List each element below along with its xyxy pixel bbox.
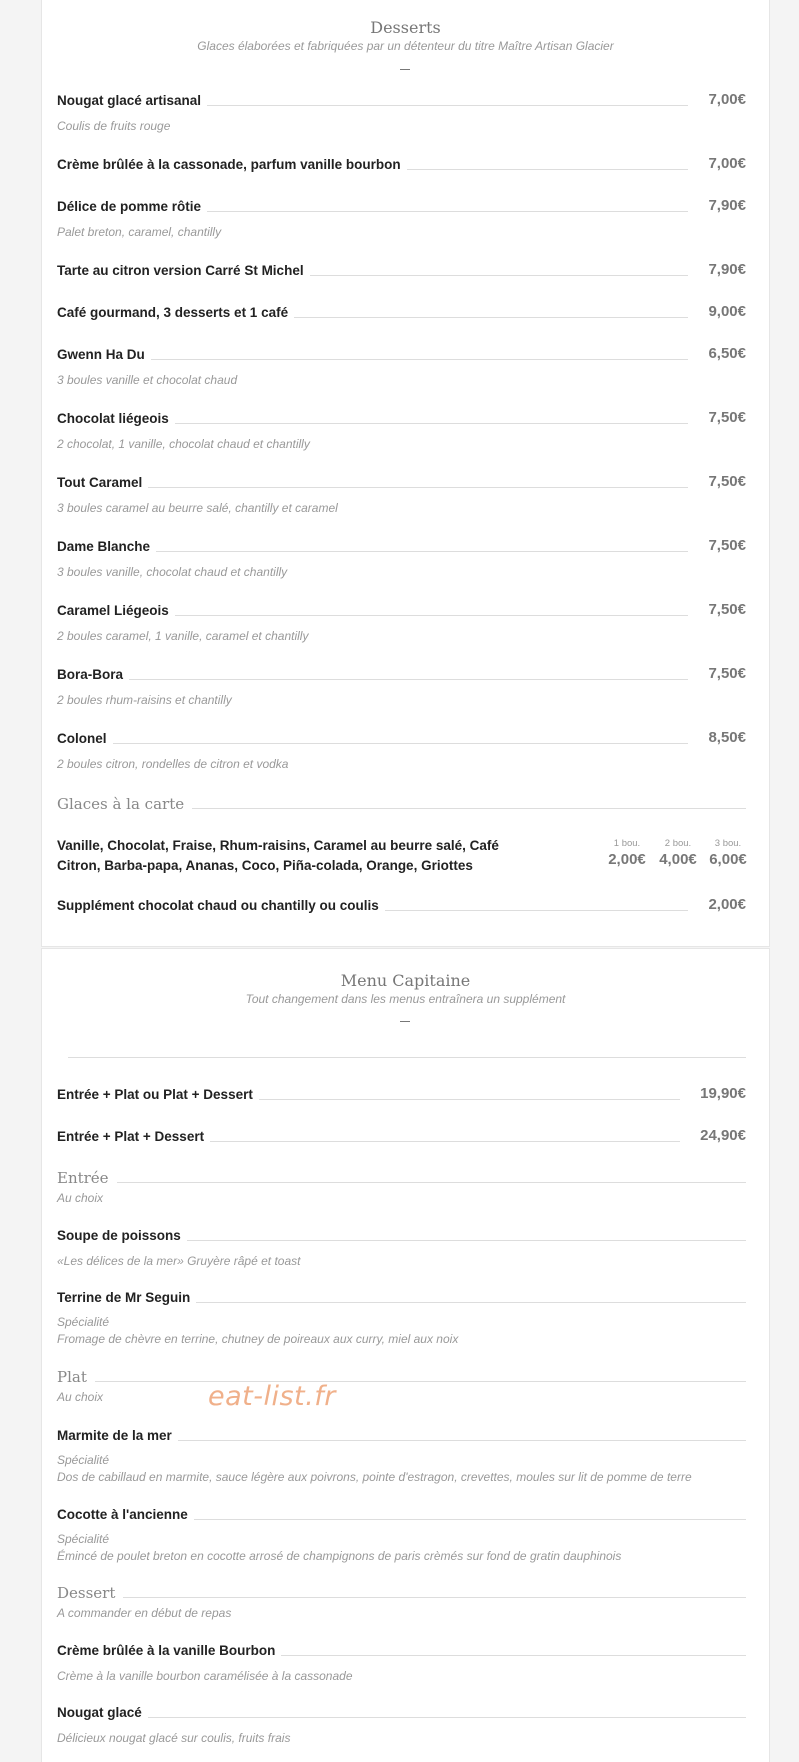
item-name: Nougat glacé: [57, 1705, 148, 1720]
menu-item: [57, 1290, 746, 1310]
item-name: Chocolat liégeois: [57, 411, 175, 426]
item-name: Nougat glacé artisanal: [57, 93, 207, 108]
glace-size-label: 1 bou.: [613, 838, 641, 849]
glace-size-price: 2,00€: [608, 851, 646, 868]
title-divider: [400, 1021, 410, 1022]
item-price: 7,50€: [698, 537, 746, 554]
entree-heading: [57, 1171, 746, 1191]
item-price: 7,90€: [698, 261, 746, 278]
plat-title: Plat: [57, 1368, 95, 1386]
menu-item: [57, 411, 746, 431]
glace-size-2: [654, 838, 702, 868]
menu-item: [57, 347, 746, 367]
menu-subtitle: Tout changement dans les menus entraînera un supplément: [245, 992, 566, 1006]
item-description: 2 chocolat, 1 vanille, chocolat chaud et chantilly: [57, 437, 310, 451]
menu-item: [57, 475, 746, 495]
item-name: Cocotte à l'ancienne: [57, 1507, 194, 1522]
item-name: Soupe de poissons: [57, 1228, 187, 1243]
menu-item: [57, 603, 746, 623]
desserts-subtitle: Glaces élaborées et fabriquées par un détenteur du titre Maître Artisan Glacier: [197, 39, 614, 53]
item-description: 3 boules vanille et chocolat chaud: [57, 373, 238, 387]
separator-line: [68, 1057, 746, 1058]
item-description: 2 boules rhum-raisins et chantilly: [57, 693, 232, 707]
item-description: 3 boules caramel au beurre salé, chantilly et caramel: [57, 501, 338, 515]
menu-item: [57, 539, 746, 559]
item-name: Supplément chocolat chaud ou chantilly ou coulis: [57, 898, 385, 913]
glace-size-3: [704, 838, 752, 868]
desserts-card: [41, 0, 770, 947]
plat-heading: [57, 1370, 746, 1390]
item-name: Terrine de Mr Seguin: [57, 1290, 196, 1305]
dessert-title: Dessert: [57, 1584, 123, 1602]
menu-item: [57, 1507, 746, 1527]
item-description: Émincé de poulet breton en cocotte arrosé de champignons de paris crèmés sur fond de gratin dauphinois: [57, 1549, 622, 1563]
item-description: Crème à la vanille bourbon caramélisée à la cassonade: [57, 1669, 353, 1683]
item-name: Crème brûlée à la vanille Bourbon: [57, 1643, 281, 1658]
item-price: 7,50€: [698, 409, 746, 426]
menu-item: [57, 731, 746, 751]
plat-note: Au choix: [57, 1390, 104, 1404]
watermark-text: eat-list.fr: [208, 1381, 336, 1412]
item-description: Dos de cabillaud en marmite, sauce légère aux poivrons, pointe d'estragon, crevettes, moules sur lit de pomme de terre: [57, 1470, 692, 1484]
item-price: 7,00€: [698, 91, 746, 108]
menu-item: [57, 1428, 746, 1448]
glace-size-price: 6,00€: [709, 851, 747, 868]
item-special: Spécialité: [57, 1315, 110, 1329]
item-price: 7,00€: [698, 155, 746, 172]
glaces-flavours: Vanille, Chocolat, Fraise, Rhum-raisins, Caramel au beurre salé, Café Citron, Barba-papa, Ananas, Coco, Piña-colada, Orange, Griottes: [57, 838, 499, 873]
item-description: 3 boules vanille, chocolat chaud et chantilly: [57, 565, 288, 579]
title-divider: [400, 69, 410, 70]
menu-item: [57, 1228, 746, 1248]
item-price: 6,50€: [698, 345, 746, 362]
item-price: 24,90€: [690, 1127, 746, 1144]
item-name: Marmite de la mer: [57, 1428, 178, 1443]
item-description: «Les délices de la mer» Gruyère râpé et toast: [57, 1254, 301, 1268]
menu-item: [57, 1705, 746, 1725]
item-name: Colonel: [57, 731, 113, 746]
item-price: 7,50€: [698, 473, 746, 490]
item-name: Entrée + Plat ou Plat + Dessert: [57, 1087, 259, 1102]
entree-note: Au choix: [57, 1191, 104, 1205]
dessert-heading: [57, 1586, 746, 1606]
item-description: Délicieux nougat glacé sur coulis, fruits frais: [57, 1731, 291, 1745]
item-special: Spécialité: [57, 1532, 110, 1546]
menu-item: [57, 667, 746, 687]
entree-title: Entrée: [57, 1169, 117, 1187]
item-name: Gwenn Ha Du: [57, 347, 151, 362]
item-name: Bora-Bora: [57, 667, 129, 682]
glace-size-label: 3 bou.: [714, 838, 742, 849]
item-price: 7,90€: [698, 197, 746, 214]
item-price: 8,50€: [698, 729, 746, 746]
item-name: Crème brûlée à la cassonade, parfum vanille bourbon: [57, 157, 407, 172]
item-special: Spécialité: [57, 1453, 110, 1467]
menu-item: [57, 157, 746, 177]
item-name: Tout Caramel: [57, 475, 148, 490]
item-price: 2,00€: [698, 896, 746, 913]
glace-size-1: [603, 838, 651, 868]
item-name: Entrée + Plat + Dessert: [57, 1129, 210, 1144]
glaces-heading: [57, 797, 746, 817]
item-description: Palet breton, caramel, chantilly: [57, 225, 222, 239]
menu-title: Menu Capitaine: [340, 971, 471, 990]
menu-item: [57, 1643, 746, 1663]
item-name: Café gourmand, 3 desserts et 1 café: [57, 305, 294, 320]
menu-item: [57, 199, 746, 219]
item-price: 7,50€: [698, 665, 746, 682]
item-name: Délice de pomme rôtie: [57, 199, 207, 214]
formula-item: [57, 1087, 746, 1107]
glace-size-label: 2 bou.: [664, 838, 692, 849]
item-price: 9,00€: [698, 303, 746, 320]
item-name: Caramel Liégeois: [57, 603, 175, 618]
menu-capitaine-card: [41, 948, 770, 1762]
desserts-title: Desserts: [370, 18, 441, 37]
glace-size-price: 4,00€: [659, 851, 697, 868]
item-description: 2 boules caramel, 1 vanille, caramel et chantilly: [57, 629, 309, 643]
item-price: 7,50€: [698, 601, 746, 618]
item-price: 19,90€: [690, 1085, 746, 1102]
item-description: 2 boules citron, rondelles de citron et vodka: [57, 757, 289, 771]
menu-item: [57, 93, 746, 113]
glaces-title: Glaces à la carte: [57, 795, 192, 813]
dessert-note: A commander en début de repas: [57, 1606, 232, 1620]
item-description: Coulis de fruits rouge: [57, 119, 171, 133]
formula-item: [57, 1129, 746, 1149]
item-name: Tarte au citron version Carré St Michel: [57, 263, 310, 278]
menu-item: [57, 305, 746, 325]
item-name: Dame Blanche: [57, 539, 156, 554]
menu-item: [57, 263, 746, 283]
supplement-item: [57, 898, 746, 918]
item-description: Fromage de chèvre en terrine, chutney de poireaux aux curry, miel aux noix: [57, 1332, 459, 1346]
